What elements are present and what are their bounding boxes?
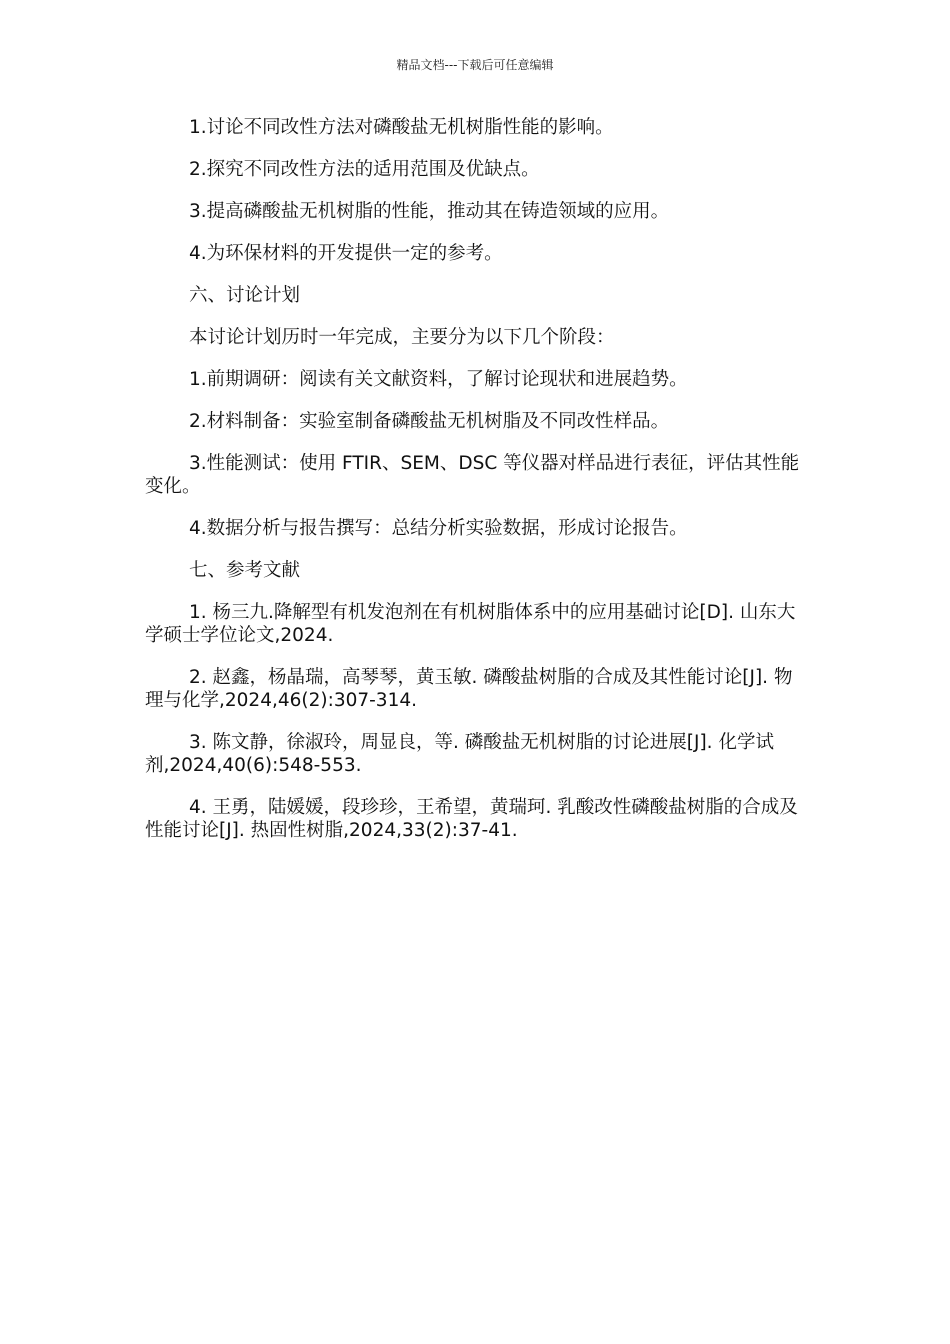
section-heading-plan: 六、讨论计划 — [189, 285, 301, 306]
objective-item-2: 2.探究不同改性方法的适用范围及优缺点。 — [189, 159, 540, 180]
plan-stage-3: 3.性能测试：使用 FTIR、SEM、DSC 等仪器对样品进行表征，评估其性能变化。 — [145, 453, 800, 497]
section-heading-references: 七、参考文献 — [189, 560, 301, 581]
reference-4: 4. 王勇，陆媛媛，段珍珍，王希望，黄瑞珂. 乳酸改性磷酸盐树脂的合成及性能讨论[J]. 热固性树脂,2024,33(2):37-41. — [145, 797, 798, 841]
objective-item-4: 4.为环保材料的开发提供一定的参考。 — [189, 243, 503, 264]
page-header: 精品文档---下载后可任意编辑 — [396, 58, 554, 72]
objective-item-1: 1.讨论不同改性方法对磷酸盐无机树脂性能的影响。 — [189, 117, 614, 138]
plan-intro: 本讨论计划历时一年完成，主要分为以下几个阶段： — [189, 327, 615, 348]
plan-stage-1: 1.前期调研：阅读有关文献资料，了解讨论现状和进展趋势。 — [189, 369, 688, 390]
reference-2: 2. 赵鑫，杨晶瑞，高琴琴，黄玉敏. 磷酸盐树脂的合成及其性能讨论[J]. 物理与化学,2024,46(2):307-314. — [145, 667, 793, 711]
plan-stage-4: 4.数据分析与报告撰写：总结分析实验数据，形成讨论报告。 — [189, 518, 688, 539]
plan-stage-2: 2.材料制备：实验室制备磷酸盐无机树脂及不同改性样品。 — [189, 411, 670, 432]
reference-3: 3. 陈文静，徐淑玲，周显良，等. 磷酸盐无机树脂的讨论进展[J]. 化学试剂,2024,40(6):548-553. — [145, 732, 774, 776]
document-body — [145, 116, 810, 861]
objective-item-3: 3.提高磷酸盐无机树脂的性能，推动其在铸造领域的应用。 — [189, 201, 670, 222]
reference-1: 1. 杨三九.降解型有机发泡剂在有机树脂体系中的应用基础讨论[D]. 山东大学硕士学位论文,2024. — [145, 602, 796, 646]
